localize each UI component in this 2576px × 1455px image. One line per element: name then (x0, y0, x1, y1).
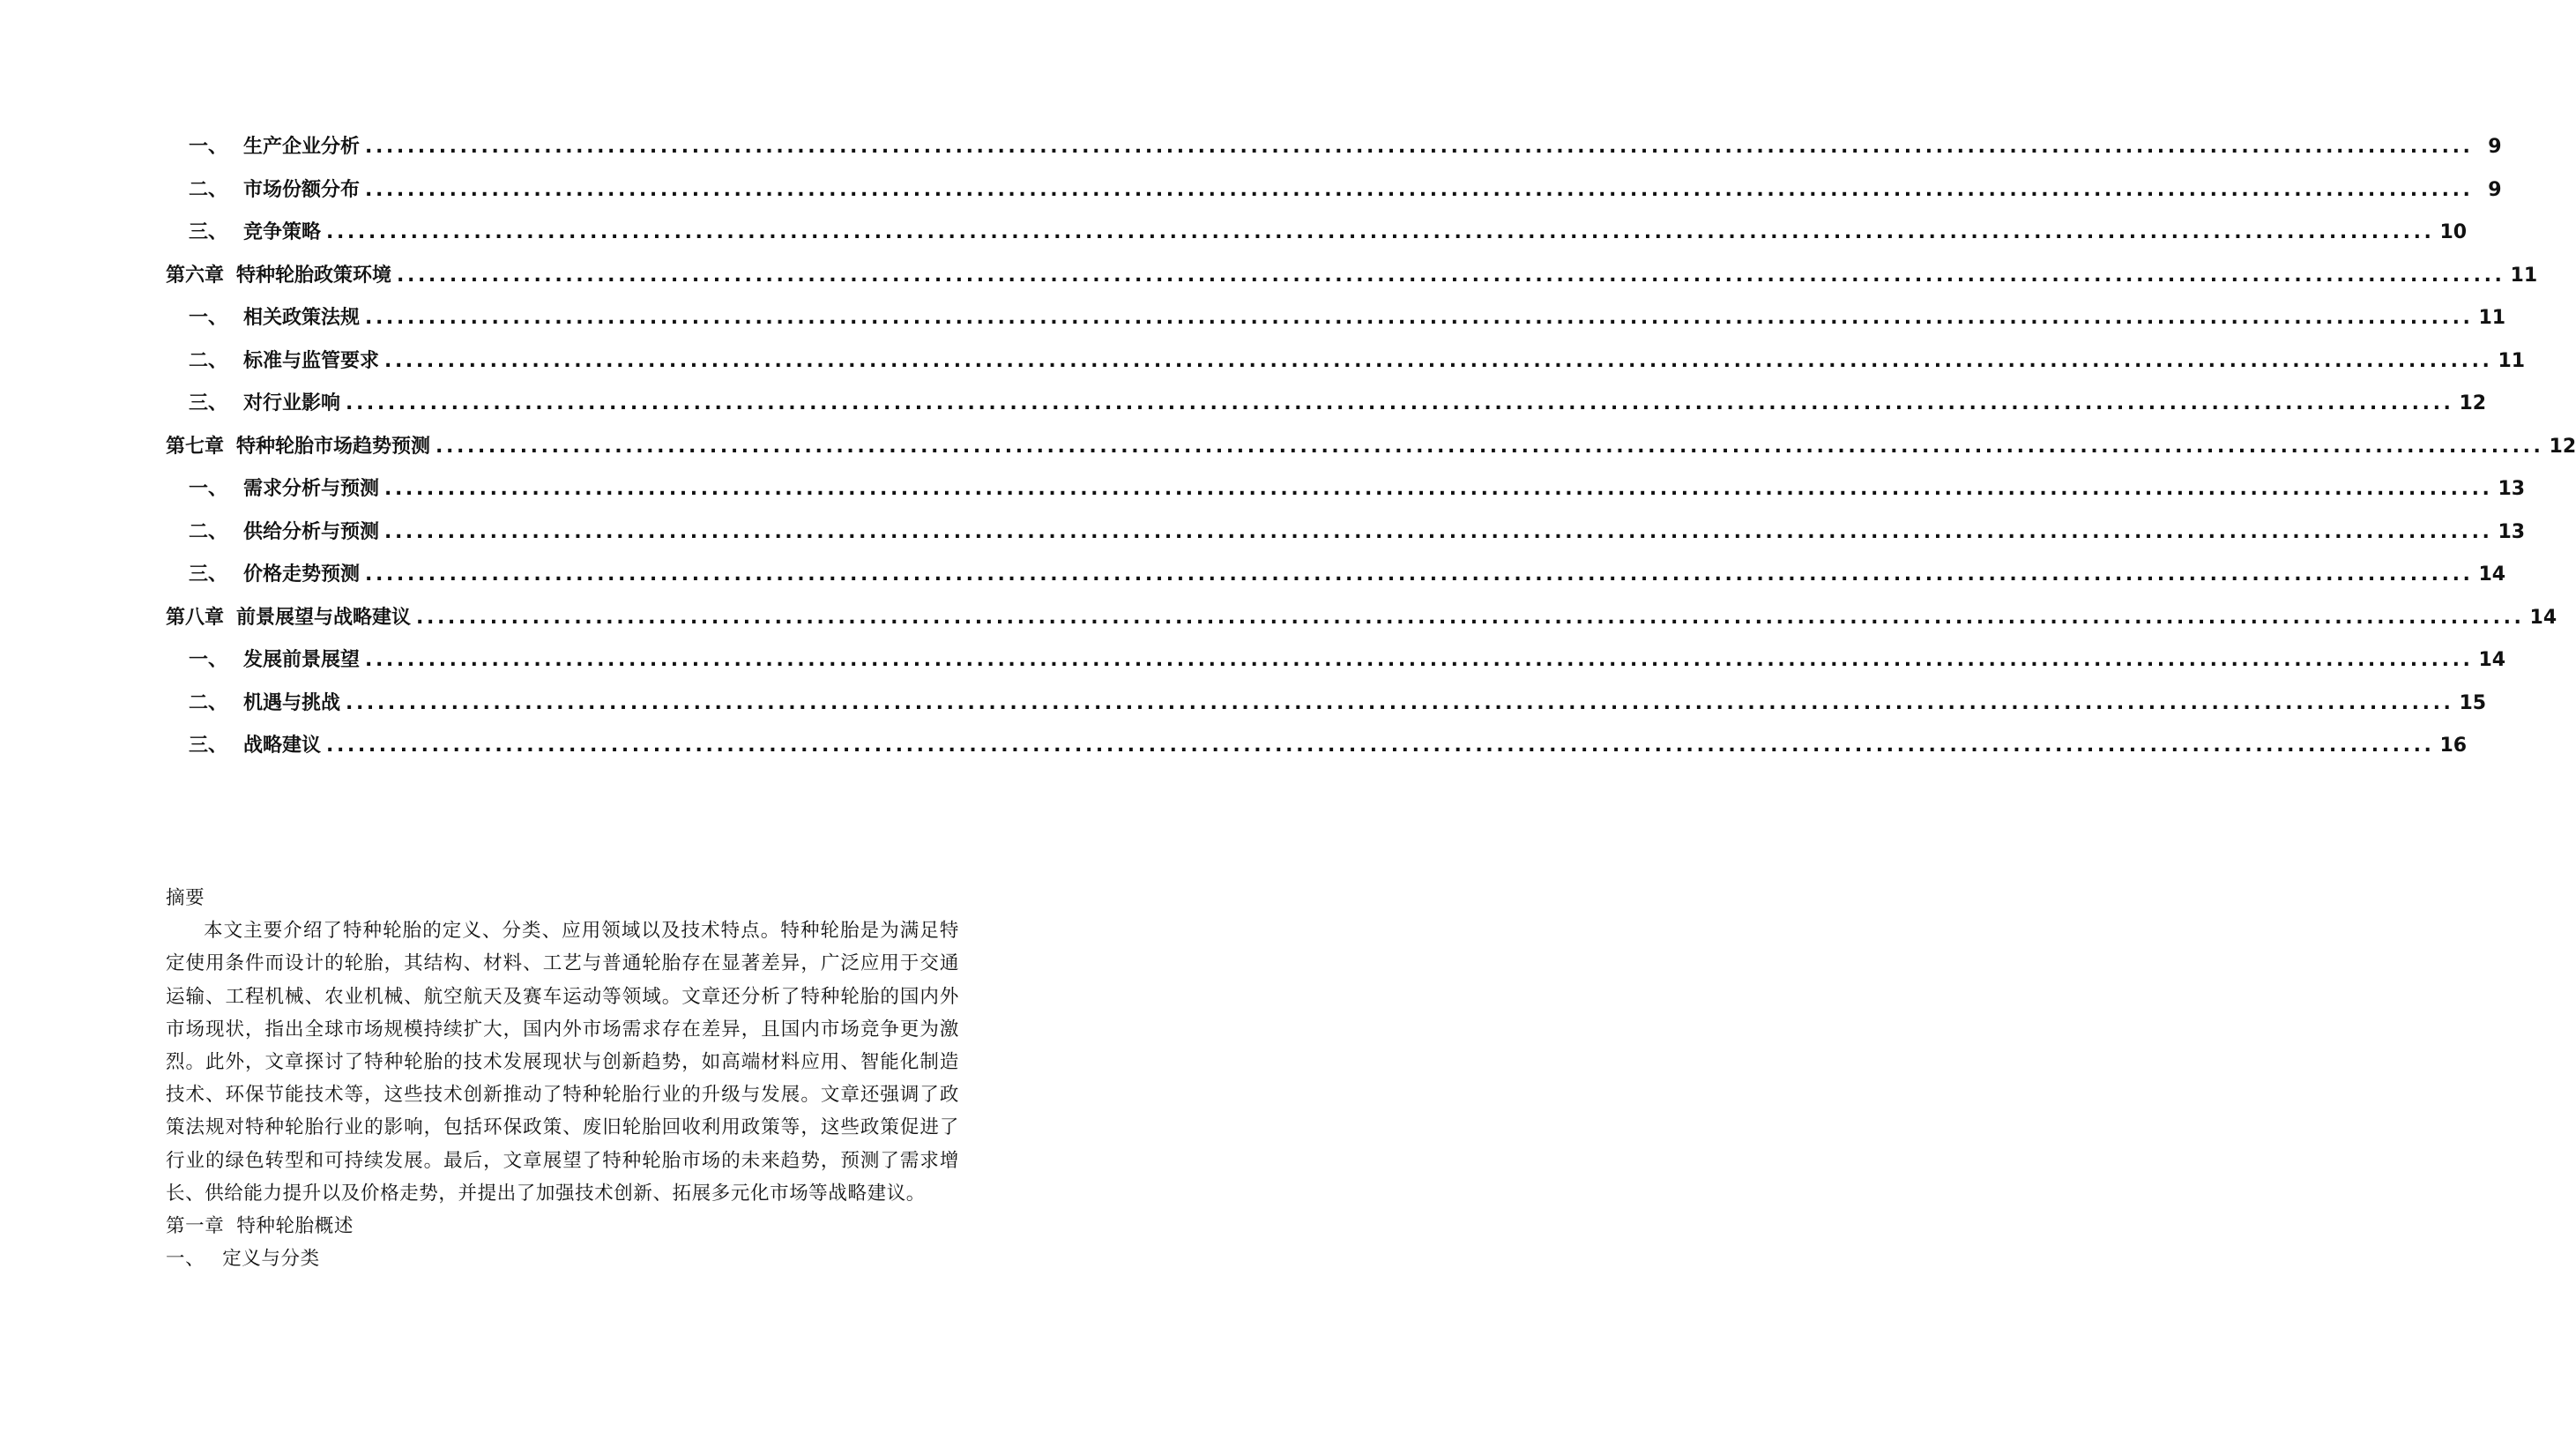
toc-entry[interactable] (166, 169, 2502, 213)
toc-entry-number: 一、 (189, 307, 228, 329)
toc-entry-page: 9 (2488, 178, 2502, 201)
toc-entry[interactable] (166, 511, 2526, 555)
toc-entry-page: 9 (2488, 136, 2502, 158)
chapter-title: 特种轮胎概述 (236, 1215, 354, 1238)
toc-entry-title: 标准与监管要求 (243, 349, 380, 372)
toc-dot-leader: ........................................................................................................................................................................................................ (326, 735, 2435, 757)
toc-dot-leader: ........................................................................................................................................................................................................ (384, 349, 2493, 372)
toc-entry-title: 特种轮胎市场趋势预测 (236, 435, 431, 458)
toc-entry-page: 13 (2498, 478, 2526, 500)
toc-entry-title: 竞争策略 (243, 221, 322, 243)
toc-dot-leader: ........................................................................................................................................................................................................ (384, 478, 2493, 500)
toc-entry[interactable] (166, 683, 2487, 726)
abstract-body: 本文主要介绍了特种轮胎的定义、分类、应用领域以及技术特点。特种轮胎是为满足特定使用条件而设计的轮胎，其结构、材料、工艺与普通轮胎存在显著差异，广泛应用于交通运输、工程机械、农业机械、航空航天及赛车运动等领域。文章还分析了特种轮胎的国内外市场现状，指出全球市场规模持续扩大，国内外市场需求存在差异，且国内市场竞争更为激烈。此外，文章探讨了特种轮胎的技术发展现状与创新趋势，如高端材料应用、智能化制造技术、环保节能技术等，这些技术创新推动了特种轮胎行业的升级与发展。文章还强调了政策法规对特种轮胎行业的影响，包括环保政策、废旧轮胎回收利用政策等，这些政策促进了行业的绿色转型和可持续发展。最后，文章展望了特种轮胎市场的未来趋势，预测了需求增长、供给能力提升以及价格走势，并提出了加强技术创新、拓展多元化市场等战略建议。 (166, 920, 959, 1205)
toc-entry-number: 第八章 (166, 606, 225, 629)
toc-dot-leader: ........................................................................................................................................................................................................ (346, 691, 2454, 714)
abstract-section (166, 882, 959, 1275)
toc-entry-page: 16 (2439, 735, 2468, 757)
toc-dot-leader: ........................................................................................................................................................................................................ (397, 264, 2505, 287)
toc-dot-leader: ........................................................................................................................................................................................................ (365, 649, 2474, 671)
toc-entry[interactable] (166, 383, 2487, 426)
toc-dot-leader: ........................................................................................................................................................................................................ (416, 606, 2525, 629)
toc-entry-title: 机遇与挑战 (243, 691, 341, 714)
toc-entry-number: 第六章 (166, 264, 225, 287)
toc-chapter-entry[interactable] (166, 426, 2576, 469)
chapter-number: 第一章 (166, 1215, 225, 1238)
section-number: 一、 (166, 1248, 205, 1271)
toc-entry-title: 需求分析与预测 (243, 478, 380, 500)
abstract-heading: 摘要 (166, 887, 205, 909)
toc-entry-number: 一、 (189, 649, 228, 671)
toc-entry-number: 二、 (189, 178, 228, 201)
toc-entry-page: 11 (2498, 349, 2526, 372)
toc-entry-title: 生产企业分析 (243, 136, 361, 158)
toc-entry-number: 三、 (189, 563, 228, 586)
toc-entry[interactable] (166, 639, 2506, 683)
toc-entry[interactable] (166, 126, 2502, 169)
toc-entry[interactable] (166, 212, 2468, 255)
toc-entry[interactable] (166, 297, 2506, 340)
toc-entry-number: 三、 (189, 221, 228, 243)
chapter-heading (166, 1210, 959, 1242)
toc-entry-page: 11 (2478, 307, 2506, 329)
toc-entry-number: 一、 (189, 478, 228, 500)
toc-entry-title: 相关政策法规 (243, 307, 361, 329)
toc-entry-page: 12 (2549, 435, 2576, 458)
toc-entry-number: 二、 (189, 520, 228, 543)
toc-entry-page: 14 (2529, 606, 2557, 629)
toc-entry-number: 三、 (189, 392, 228, 414)
toc-entry-page: 12 (2459, 392, 2487, 414)
toc-dot-leader: ........................................................................................................................................................................................................ (365, 136, 2474, 158)
toc-dot-leader: ........................................................................................................................................................................................................ (436, 435, 2544, 458)
section-heading (166, 1242, 959, 1275)
toc-entry-title: 价格走势预测 (243, 563, 361, 586)
toc-entry-number: 第七章 (166, 435, 225, 458)
toc-chapter-entry[interactable] (166, 597, 2557, 640)
toc-entry-page: 15 (2459, 691, 2487, 714)
toc-entry-title: 供给分析与预测 (243, 520, 380, 543)
toc-dot-leader: ........................................................................................................................................................................................................ (365, 307, 2474, 329)
toc-entry[interactable] (166, 554, 2506, 597)
toc-dot-leader: ........................................................................................................................................................................................................ (326, 221, 2435, 243)
toc-dot-leader: ........................................................................................................................................................................................................ (384, 520, 2493, 543)
toc-dot-leader: ........................................................................................................................................................................................................ (346, 392, 2454, 414)
toc-dot-leader: ........................................................................................................................................................................................................ (365, 178, 2474, 201)
toc-entry-page: 14 (2478, 649, 2506, 671)
toc-entry-number: 三、 (189, 735, 228, 757)
toc-chapter-entry[interactable] (166, 255, 2538, 298)
toc-entry-page: 14 (2478, 563, 2506, 586)
toc-entry-title: 特种轮胎政策环境 (236, 264, 392, 287)
section-title: 定义与分类 (222, 1248, 320, 1271)
toc-entry-page: 11 (2510, 264, 2538, 287)
toc-entry-title: 战略建议 (243, 735, 322, 757)
toc-entry-title: 市场份额分布 (243, 178, 361, 201)
toc-entry-page: 10 (2439, 221, 2468, 243)
toc-entry-title: 发展前景展望 (243, 649, 361, 671)
toc-dot-leader: ........................................................................................................................................................................................................ (365, 563, 2474, 586)
toc-entry-title: 对行业影响 (243, 392, 341, 414)
toc-entry-number: 二、 (189, 691, 228, 714)
toc-entry[interactable] (166, 340, 2526, 384)
toc-entry-page: 13 (2498, 520, 2526, 543)
toc-entry-number: 一、 (189, 136, 228, 158)
toc-entry-title: 前景展望与战略建议 (236, 606, 412, 629)
toc-entry[interactable] (166, 468, 2526, 511)
toc-entry-number: 二、 (189, 349, 228, 372)
toc-entry[interactable] (166, 725, 2468, 768)
table-of-contents (166, 126, 2576, 768)
